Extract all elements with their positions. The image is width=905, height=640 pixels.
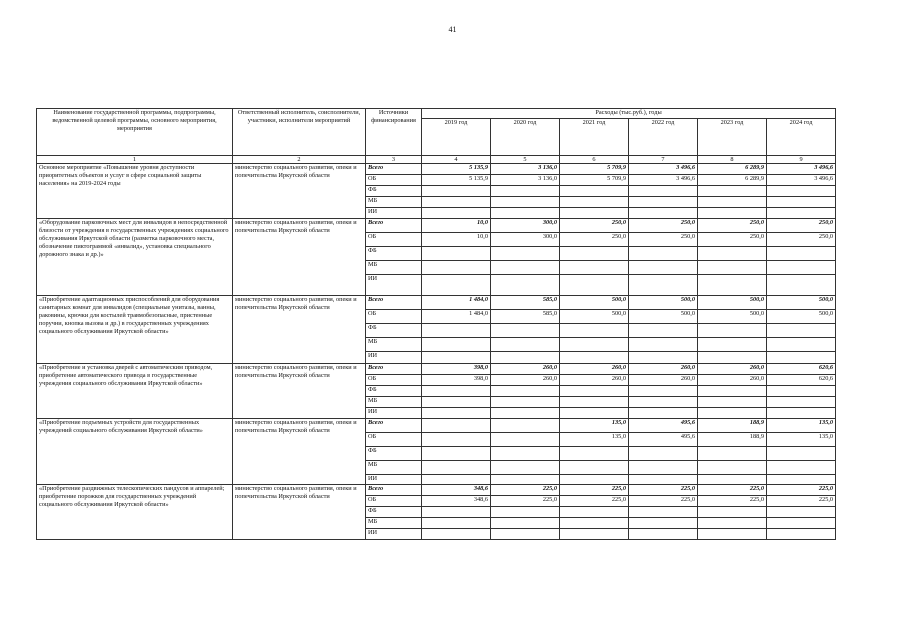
amount-cell — [422, 433, 491, 447]
amount-cell: 250,0 — [629, 219, 698, 233]
amount-cell: 398,0 — [422, 364, 491, 375]
amount-cell — [629, 475, 698, 485]
amount-cell: 398,0 — [422, 375, 491, 386]
amount-cell — [491, 507, 560, 518]
amount-cell: 225,0 — [629, 496, 698, 507]
funding-source-cell: МБ — [366, 518, 422, 529]
amount-cell: 260,0 — [491, 375, 560, 386]
funding-source-cell: Всего — [366, 364, 422, 375]
funding-source-cell: ОБ — [366, 233, 422, 247]
funding-source-cell: ОБ — [366, 310, 422, 324]
funding-source-cell: МБ — [366, 397, 422, 408]
funding-source-cell: ФБ — [366, 186, 422, 197]
executor-cell: министерство социального развития, опеки и попечительства Иркутской области — [233, 164, 366, 219]
amount-cell — [560, 338, 629, 352]
amount-cell — [629, 461, 698, 475]
header-year: 2023 год — [698, 119, 767, 156]
amount-cell: 250,0 — [767, 219, 836, 233]
amount-cell — [422, 397, 491, 408]
header-executor: Ответственный исполнитель, соисполнители, участники, исполнители мероприятий — [233, 109, 366, 156]
amount-cell — [767, 338, 836, 352]
funding-source-cell: ИИ — [366, 408, 422, 419]
amount-cell: 5 709,9 — [560, 164, 629, 175]
amount-cell — [698, 338, 767, 352]
column-number: 8 — [698, 156, 767, 164]
table-row — [37, 485, 836, 496]
amount-cell — [629, 247, 698, 261]
amount-cell — [422, 461, 491, 475]
funding-source-cell: Всего — [366, 219, 422, 233]
executor-cell: министерство социального развития, опеки и попечительства Иркутской области — [233, 219, 366, 296]
amount-cell — [767, 397, 836, 408]
amount-cell: 225,0 — [560, 496, 629, 507]
amount-cell: 3 136,0 — [491, 175, 560, 186]
amount-cell: 585,0 — [491, 310, 560, 324]
amount-cell: 348,6 — [422, 485, 491, 496]
amount-cell — [767, 324, 836, 338]
amount-cell — [698, 529, 767, 540]
amount-cell: 620,6 — [767, 375, 836, 386]
funding-source-cell: ФБ — [366, 324, 422, 338]
column-number: 9 — [767, 156, 836, 164]
amount-cell — [491, 397, 560, 408]
header-expenses: Расходы (тыс.руб.), годы — [422, 109, 836, 119]
amount-cell — [698, 352, 767, 364]
amount-cell — [629, 275, 698, 296]
amount-cell: 260,0 — [629, 375, 698, 386]
table-row — [37, 219, 836, 233]
amount-cell — [698, 475, 767, 485]
amount-cell — [698, 461, 767, 475]
amount-cell — [767, 518, 836, 529]
amount-cell — [491, 261, 560, 275]
amount-cell — [629, 186, 698, 197]
amount-cell — [560, 475, 629, 485]
amount-cell — [422, 275, 491, 296]
amount-cell — [422, 507, 491, 518]
amount-cell — [629, 261, 698, 275]
amount-cell: 6 289,9 — [698, 175, 767, 186]
amount-cell: 135,0 — [767, 419, 836, 433]
amount-cell: 5 135,9 — [422, 175, 491, 186]
header-year: 2024 год — [767, 119, 836, 156]
amount-cell — [491, 275, 560, 296]
amount-cell: 260,0 — [491, 364, 560, 375]
amount-cell — [767, 529, 836, 540]
funding-source-cell: ФБ — [366, 247, 422, 261]
amount-cell: 500,0 — [698, 296, 767, 310]
amount-cell — [698, 208, 767, 219]
amount-cell — [422, 352, 491, 364]
amount-cell — [560, 186, 629, 197]
amount-cell — [629, 447, 698, 461]
amount-cell: 6 289,9 — [698, 164, 767, 175]
budget-table — [36, 108, 836, 540]
amount-cell — [560, 507, 629, 518]
amount-cell — [629, 352, 698, 364]
amount-cell — [698, 408, 767, 419]
amount-cell — [698, 247, 767, 261]
funding-source-cell: Всего — [366, 419, 422, 433]
amount-cell — [767, 208, 836, 219]
funding-source-cell: ОБ — [366, 433, 422, 447]
amount-cell — [422, 447, 491, 461]
amount-cell — [491, 461, 560, 475]
amount-cell — [560, 518, 629, 529]
column-number: 5 — [491, 156, 560, 164]
amount-cell: 585,0 — [491, 296, 560, 310]
column-number: 1 — [37, 156, 233, 164]
executor-cell: министерство социального развития, опеки и попечительства Иркутской области — [233, 485, 366, 540]
funding-source-cell: МБ — [366, 461, 422, 475]
amount-cell: 260,0 — [560, 364, 629, 375]
amount-cell — [767, 408, 836, 419]
funding-source-cell: ФБ — [366, 386, 422, 397]
header-source: Источники финансирования — [366, 109, 422, 156]
amount-cell — [629, 518, 698, 529]
amount-cell: 225,0 — [698, 496, 767, 507]
program-name-cell: «Приобретение раздвижных телескопических пандусов и аппарелей; приобретение порожков для государственных учреждений социального обслуживания Иркутской области» — [37, 485, 233, 540]
executor-cell: министерство социального развития, опеки и попечительства Иркутской области — [233, 419, 366, 485]
amount-cell — [560, 247, 629, 261]
amount-cell: 225,0 — [698, 485, 767, 496]
amount-cell — [629, 208, 698, 219]
column-number: 4 — [422, 156, 491, 164]
executor-cell: министерство социального развития, опеки и попечительства Иркутской области — [233, 296, 366, 364]
amount-cell — [422, 338, 491, 352]
amount-cell: 250,0 — [629, 233, 698, 247]
program-name-cell: «Приобретение и установка дверей с автоматическим приводом, приобретение автоматического привода в государственные учреждения социального обслуживания Иркутской области» — [37, 364, 233, 419]
amount-cell — [422, 261, 491, 275]
amount-cell: 135,0 — [560, 419, 629, 433]
amount-cell — [767, 247, 836, 261]
amount-cell — [629, 324, 698, 338]
column-number: 7 — [629, 156, 698, 164]
amount-cell: 300,0 — [491, 233, 560, 247]
amount-cell: 3 496,6 — [629, 175, 698, 186]
amount-cell — [560, 275, 629, 296]
amount-cell: 500,0 — [767, 296, 836, 310]
amount-cell: 500,0 — [698, 310, 767, 324]
amount-cell — [491, 208, 560, 219]
amount-cell — [491, 186, 560, 197]
column-number: 2 — [233, 156, 366, 164]
amount-cell — [629, 397, 698, 408]
program-name-cell: «Приобретение подъемных устройств для государственных учреждений социального обслуживания Иркутской области» — [37, 419, 233, 485]
amount-cell — [767, 275, 836, 296]
funding-source-cell: ИИ — [366, 352, 422, 364]
amount-cell: 225,0 — [560, 485, 629, 496]
amount-cell: 1 484,0 — [422, 310, 491, 324]
funding-source-cell: ИИ — [366, 529, 422, 540]
amount-cell: 5 135,9 — [422, 164, 491, 175]
amount-cell — [698, 186, 767, 197]
amount-cell: 225,0 — [491, 485, 560, 496]
funding-source-cell: МБ — [366, 338, 422, 352]
amount-cell — [491, 338, 560, 352]
amount-cell: 500,0 — [560, 296, 629, 310]
amount-cell — [491, 419, 560, 433]
amount-cell: 260,0 — [629, 364, 698, 375]
amount-cell: 225,0 — [629, 485, 698, 496]
funding-source-cell: Всего — [366, 485, 422, 496]
amount-cell — [422, 529, 491, 540]
amount-cell — [422, 324, 491, 338]
funding-source-cell: ИИ — [366, 475, 422, 485]
amount-cell: 3 496,6 — [767, 164, 836, 175]
funding-source-cell: ИИ — [366, 275, 422, 296]
amount-cell — [698, 518, 767, 529]
amount-cell — [767, 186, 836, 197]
amount-cell — [560, 529, 629, 540]
executor-cell: министерство социального развития, опеки и попечительства Иркутской области — [233, 364, 366, 419]
amount-cell: 260,0 — [698, 375, 767, 386]
amount-cell — [767, 352, 836, 364]
amount-cell: 348,6 — [422, 496, 491, 507]
amount-cell: 225,0 — [767, 496, 836, 507]
amount-cell — [698, 275, 767, 296]
amount-cell — [767, 475, 836, 485]
table-row — [37, 419, 836, 433]
amount-cell: 500,0 — [767, 310, 836, 324]
amount-cell — [767, 197, 836, 208]
funding-source-cell: МБ — [366, 261, 422, 275]
amount-cell — [422, 408, 491, 419]
amount-cell — [767, 261, 836, 275]
header-program: Наименование государственной программы, подпрограммы, ведомственной целевой программы, основного мероприятия, мероприятия — [37, 109, 233, 156]
funding-source-cell: МБ — [366, 197, 422, 208]
amount-cell — [422, 208, 491, 219]
amount-cell: 250,0 — [767, 233, 836, 247]
amount-cell: 620,6 — [767, 364, 836, 375]
funding-source-cell: ИИ — [366, 208, 422, 219]
amount-cell — [698, 386, 767, 397]
amount-cell — [560, 324, 629, 338]
amount-cell: 250,0 — [560, 219, 629, 233]
program-name-cell: «Оборудование парковочных мест для инвалидов в непосредственной близости от учреждения в государственных учреждениях социального обслуживания Иркутской области (разметка парковочного места, обозначение пиктограммой «инвалид», установка специального дорожного знака и др.)» — [37, 219, 233, 296]
amount-cell: 500,0 — [629, 296, 698, 310]
amount-cell — [560, 386, 629, 397]
funding-source-cell: ОБ — [366, 496, 422, 507]
amount-cell — [560, 261, 629, 275]
amount-cell: 135,0 — [560, 433, 629, 447]
page-number: 41 — [448, 25, 457, 34]
amount-cell: 3 496,6 — [629, 164, 698, 175]
amount-cell — [422, 247, 491, 261]
amount-cell: 225,0 — [491, 496, 560, 507]
funding-source-cell: ОБ — [366, 175, 422, 186]
amount-cell — [698, 261, 767, 275]
amount-cell: 10,0 — [422, 219, 491, 233]
amount-cell — [560, 408, 629, 419]
amount-cell — [698, 197, 767, 208]
amount-cell — [491, 408, 560, 419]
amount-cell: 300,0 — [491, 219, 560, 233]
amount-cell — [491, 247, 560, 261]
amount-cell — [560, 461, 629, 475]
funding-source-cell: Всего — [366, 296, 422, 310]
amount-cell — [491, 352, 560, 364]
amount-cell — [560, 447, 629, 461]
amount-cell — [629, 338, 698, 352]
header-year: 2019 год — [422, 119, 491, 156]
program-name-cell: Основное мероприятие «Повышение уровня доступности приоритетных объектов и услуг в сфере социальной защиты населения» на 2019-2024 годы — [37, 164, 233, 219]
amount-cell: 250,0 — [698, 233, 767, 247]
amount-cell — [422, 419, 491, 433]
funding-source-cell: ФБ — [366, 447, 422, 461]
amount-cell — [491, 386, 560, 397]
amount-cell — [698, 397, 767, 408]
amount-cell — [491, 529, 560, 540]
amount-cell: 260,0 — [698, 364, 767, 375]
amount-cell — [629, 386, 698, 397]
amount-cell: 495,6 — [629, 419, 698, 433]
amount-cell — [560, 352, 629, 364]
amount-cell — [698, 447, 767, 461]
amount-cell: 500,0 — [560, 310, 629, 324]
amount-cell — [629, 529, 698, 540]
amount-cell: 250,0 — [560, 233, 629, 247]
table-row — [37, 364, 836, 375]
column-number: 6 — [560, 156, 629, 164]
table-body — [37, 164, 836, 540]
amount-cell: 225,0 — [767, 485, 836, 496]
column-number: 3 — [366, 156, 422, 164]
amount-cell — [767, 461, 836, 475]
amount-cell: 5 709,9 — [560, 175, 629, 186]
amount-cell — [491, 433, 560, 447]
amount-cell — [560, 208, 629, 219]
amount-cell — [560, 197, 629, 208]
amount-cell: 260,0 — [560, 375, 629, 386]
amount-cell: 3 136,0 — [491, 164, 560, 175]
amount-cell — [629, 408, 698, 419]
amount-cell — [491, 447, 560, 461]
header-year: 2020 год — [491, 119, 560, 156]
program-name-cell: «Приобретение адаптационных приспособлений для оборудования санитарных комнат для инвалидов (специальные унитазы, ванны, раковины, крючки для костылей травмобезопасные, пристенные поручни, кнопка вызова и др.) в государственных учреждениях социального обслуживания Иркутской области» — [37, 296, 233, 364]
amount-cell: 188,9 — [698, 433, 767, 447]
amount-cell: 1 484,0 — [422, 296, 491, 310]
header-year: 2022 год — [629, 119, 698, 156]
amount-cell — [422, 475, 491, 485]
amount-cell — [698, 324, 767, 338]
amount-cell: 250,0 — [698, 219, 767, 233]
amount-cell — [491, 475, 560, 485]
amount-cell — [422, 186, 491, 197]
amount-cell — [491, 324, 560, 338]
amount-cell — [422, 518, 491, 529]
amount-cell — [560, 397, 629, 408]
amount-cell: 500,0 — [629, 310, 698, 324]
amount-cell — [491, 518, 560, 529]
table-row — [37, 296, 836, 310]
table-row — [37, 164, 836, 175]
funding-source-cell: Всего — [366, 164, 422, 175]
amount-cell — [629, 507, 698, 518]
amount-cell — [698, 507, 767, 518]
amount-cell: 135,0 — [767, 433, 836, 447]
amount-cell: 10,0 — [422, 233, 491, 247]
amount-cell — [422, 386, 491, 397]
amount-cell — [767, 386, 836, 397]
header-year: 2021 год — [560, 119, 629, 156]
amount-cell: 495,6 — [629, 433, 698, 447]
funding-source-cell: ОБ — [366, 375, 422, 386]
amount-cell: 3 496,6 — [767, 175, 836, 186]
funding-source-cell: ФБ — [366, 507, 422, 518]
amount-cell — [767, 507, 836, 518]
amount-cell: 188,9 — [698, 419, 767, 433]
amount-cell — [422, 197, 491, 208]
amount-cell — [767, 447, 836, 461]
amount-cell — [629, 197, 698, 208]
amount-cell — [491, 197, 560, 208]
